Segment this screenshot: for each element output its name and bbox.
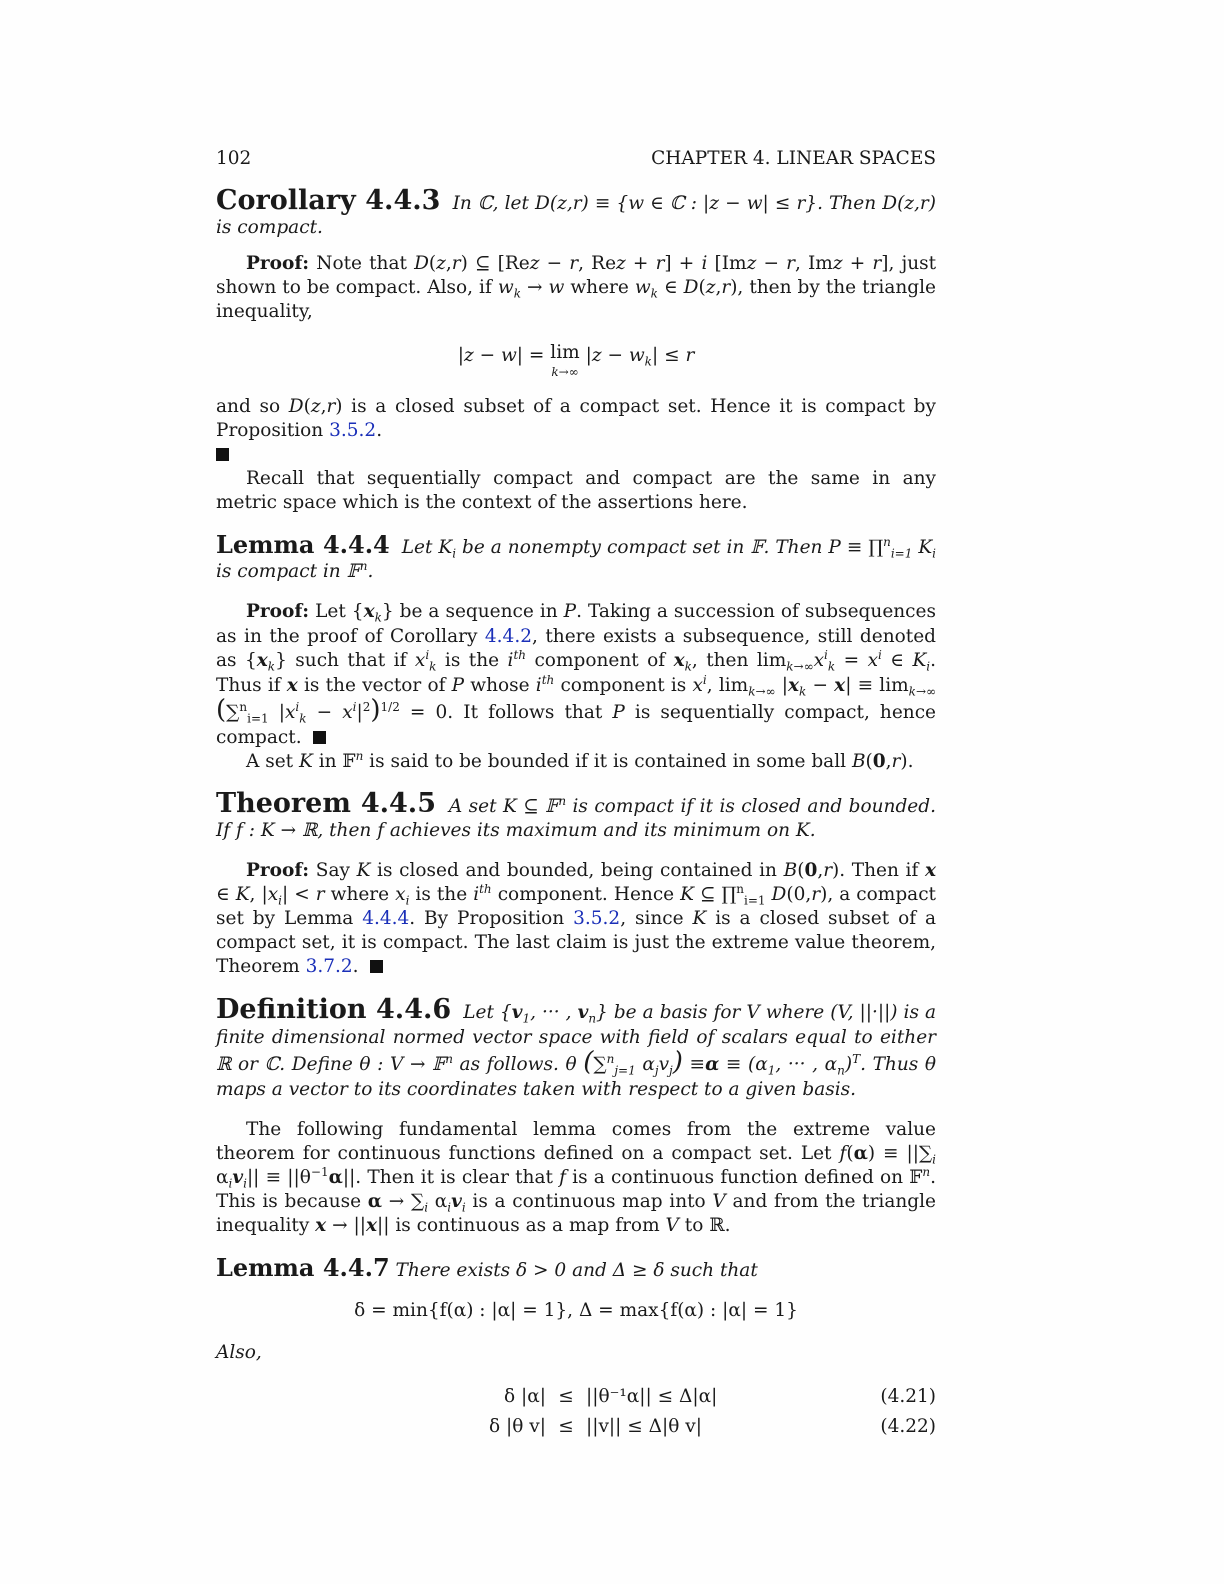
proof-label: Proof: (246, 601, 310, 622)
eq-rhs: ||v|| ≤ Δ|θ v| (586, 1416, 702, 1437)
min-max-equation: δ = min{f(α) : |α| = 1}, Δ = max{f(α) : |α| = 1} (354, 1300, 798, 1321)
ref-lemma-4-4-4[interactable]: 4.4.4 (362, 908, 410, 929)
also-label: Also, (216, 1342, 262, 1363)
recall-paragraph: Recall that sequentially compact and compact are the same in any metric space which is the context of the assertions here. (216, 468, 936, 513)
eq-lhs: δ |θ v| (489, 1416, 546, 1437)
lemma-4-4-4: Lemma 4.4.4 Let $K_i$ be a nonempty compact set in 𝔽. Then P ≡ ∏$^n_{i=1}$ $K_i$ is compact in 𝔽$^n$. (216, 530, 936, 582)
lemma-heading: Lemma 4.4.7 (216, 1253, 390, 1282)
corollary-heading: Corollary 4.4.3 (216, 185, 441, 216)
chapter-title: CHAPTER 4. LINEAR SPACES (651, 148, 936, 169)
proof-label: Proof: (246, 253, 310, 274)
qed-line (216, 443, 936, 467)
equation-4-21 (216, 1385, 936, 1415)
proof-corollary: Proof: Note that D(z,r) ⊆ [Rez − r, Rez + r] + i [Imz − r, Imz + r], just shown to be compact. Also, if $w_k \to w$ where $w_k$ ∈ D(z,r), then by the triangle inequality, (216, 253, 937, 322)
closed-subset-text: and so D(z,r) is a closed subset of a compact set. Hence it is compact by Proposition 3.5.2. (216, 396, 936, 441)
page-number: 102 (216, 148, 252, 169)
lemma-4-4-7 (216, 1253, 936, 1283)
qed-mark (370, 960, 383, 973)
theorem-4-4-5: Theorem 4.4.5 A set K ⊆ 𝔽$^n$ is compact if it is closed and bounded. If f : K → ℝ, then f achieves its maximum and its minimum on K. (216, 788, 936, 841)
eq-lhs: δ |α| (504, 1386, 546, 1407)
theorem-heading: Theorem 4.4.5 (216, 788, 436, 819)
proof-label: Proof: (246, 860, 310, 881)
ref-prop-3-5-2[interactable]: 3.5.2 (573, 908, 621, 929)
running-header (216, 147, 936, 175)
lemma-statement: There exists δ > 0 and Δ ≥ δ such that (395, 1260, 758, 1281)
fundamental-lemma-paragraph: The following fundamental lemma comes from the extreme value theorem for continuous functions defined on a compact set. Let $f(\alpha) \equiv ||\sum_i$ $\alpha_iv_i|| \equiv ||\theta^{-1}\alpha||$. Then it is clear that f is a continuous function defined on 𝔽$^n$. This is because $\alpha \to \sum_i$ $\alpha_iv_i$ is a continuous map into V and from the triangle inequality x → ||x|| is continuous as a map from V to ℝ. (216, 1119, 936, 1236)
ref-theorem-3-7-2[interactable]: 3.7.2 (305, 956, 353, 977)
ref-corollary-4-4-2[interactable]: 4.4.2 (484, 625, 532, 647)
eq-rhs: ||θ⁻¹α|| ≤ Δ|α| (586, 1386, 718, 1407)
qed-mark (216, 448, 229, 461)
ref-prop-3-5-2[interactable]: 3.5.2 (329, 420, 377, 441)
lemma-heading: Lemma 4.4.4 (216, 530, 390, 559)
equation-number: (4.21) (880, 1386, 936, 1407)
limit-equation: |z − w| = lim k→∞ $|z - w_k| \le r$ (457, 342, 695, 379)
page (216, 147, 936, 1445)
definition-heading: Definition 4.4.6 (216, 994, 452, 1025)
corollary-4-4-3 (216, 185, 936, 240)
bounded-definition: A set K in 𝔽$^n$ is said to be bounded if it is contained in some ball B(0,r). (246, 748, 914, 772)
inequality-block (216, 1385, 936, 1445)
definition-4-4-6: Definition 4.4.6 Let {$v_1$, ··· , $v_n$} be a basis for V where (V, ||·||) is a finite dimensional normed vector space with field of scalars equal to either ℝ or ℂ. Define θ : V → 𝔽$^n$ as follows. θ (∑$^n_{j=1}$ $\alpha_jv_j) \equiv\alpha \equiv (\alpha_1$, ··· , $\alpha_n)^T$. Thus θ maps a vector to its coordinates taken with respect to a given basis. (216, 994, 936, 1100)
equation-4-22 (216, 1415, 936, 1445)
equation-number: (4.22) (880, 1416, 936, 1437)
corollary-statement: In ℂ, let D(z,r) ≡ {w ∈ ℂ : |z − w| ≤ r}. Then D(z,r) is compact. (216, 193, 936, 238)
qed-mark (313, 731, 326, 744)
eq-relation: ≤ (558, 1386, 574, 1407)
proof-lemma-4-4-4: Proof: Let $\{x_k\}$ be a sequence in P. Taking a succession of subsequences as in the proof of Corollary 4.4.2, there exists a subsequence, still denoted as $\{x_k\}$ such that if $x^i_k$ is the $i^{th}$ component of $x_k$, then $\lim_{k\to\infty}x^i_k = x^i$ ∈ $K_i$. Thus if x is the vector of P whose $i^{th}$ component is $x^i$, $\lim_{k\to\infty} |x_k - x| \equiv \lim_{k\to\infty} (\sum^n_{i=1}$ $|x^i_k - x^i|^2)^{1/2} = 0$. It follows that P is sequentially compact, hence compact. (216, 601, 937, 748)
proof-theorem-4-4-5: Proof: Say K is closed and bounded, being contained in B(0,r). Then if x ∈ K, $|x_i| < r$ where $x_i$ is the $i^{th}$ component. Hence K ⊆ ∏$^n_{i=1}$ D(0,r), a compact set by Lemma 4.4.4. By Proposition 3.5.2, since K is a closed subset of a compact set, it is compact. The last claim is just the extreme value theorem, Theorem 3.7.2. (216, 860, 936, 977)
eq-relation: ≤ (558, 1416, 574, 1437)
